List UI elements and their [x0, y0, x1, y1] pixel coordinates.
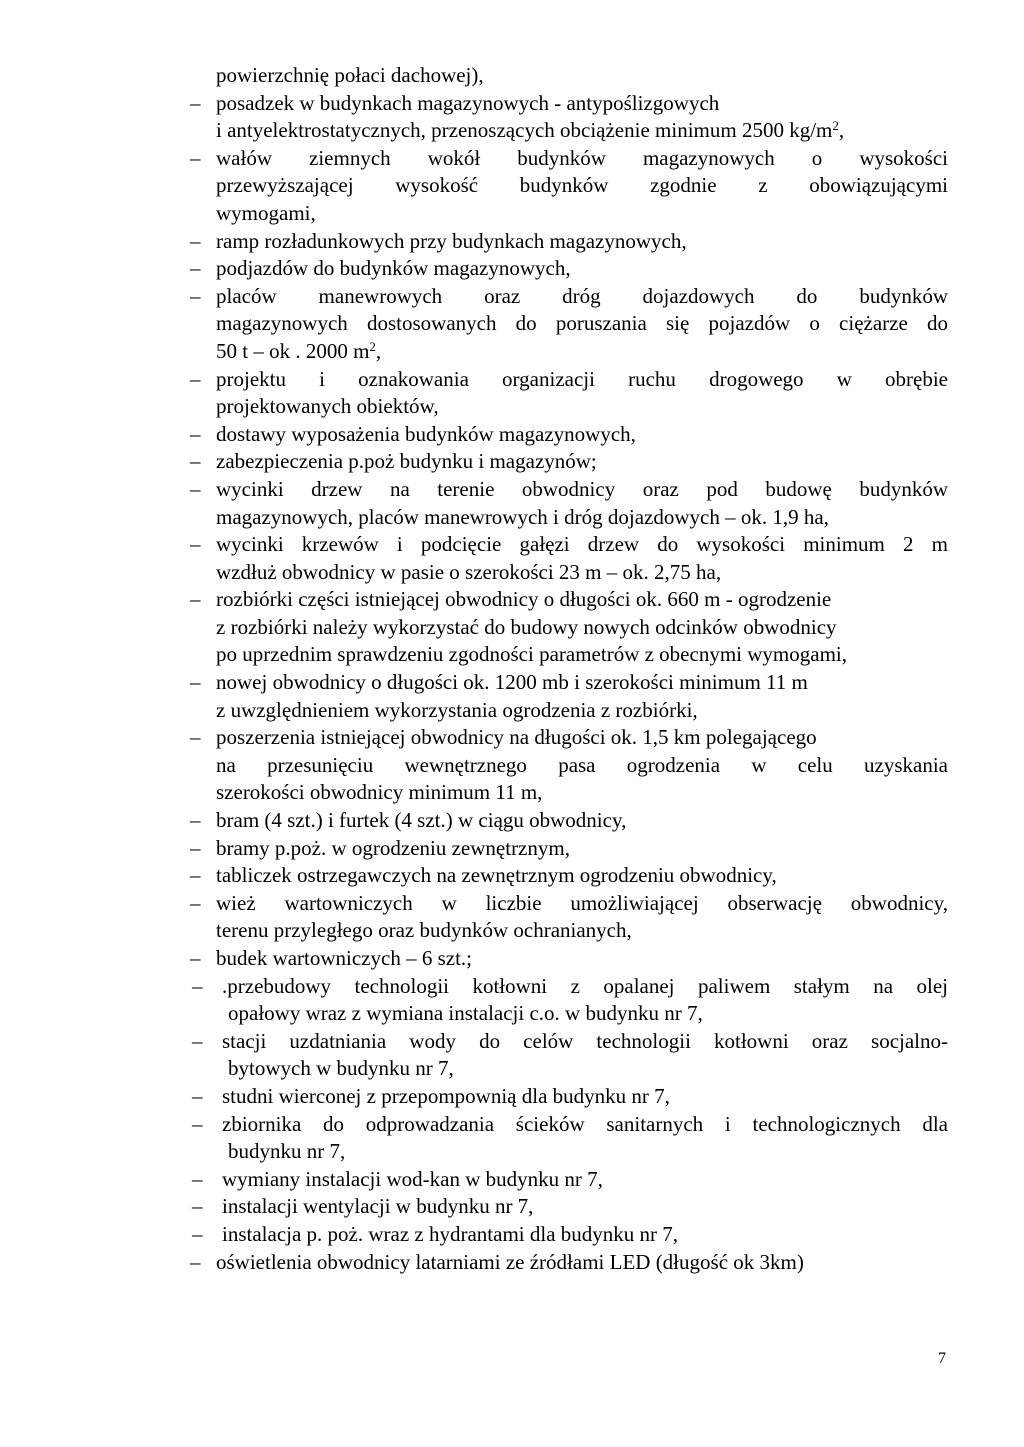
list-item — [0, 476, 1024, 531]
dash-bullet: – — [190, 90, 201, 115]
dash-bullet: – — [190, 863, 201, 888]
list-item-text: ramp rozładunkowych przy budynkach magazynowych, — [216, 228, 687, 253]
list-item — [0, 90, 1024, 145]
dash-bullet: – — [192, 1221, 203, 1246]
continuation-line: powierzchnię połaci dachowej), — [216, 63, 484, 87]
list-item-text: nowej obwodnicy o długości ok. 1200 mb i szerokości minimum 11 m z uwzględnieniem wykorzystania ogrodzenia z rozbiórki, — [216, 670, 808, 722]
dash-bullet: – — [190, 808, 201, 833]
dash-bullet: – — [190, 449, 201, 474]
list-item-text: tabliczek ostrzegawczych na zewnętrznym ogrodzeniu obwodnicy, — [216, 863, 777, 888]
list-item — [0, 1111, 1024, 1166]
dash-bullet: – — [190, 890, 201, 915]
list-item — [0, 366, 1024, 421]
dash-bullet: – — [192, 1028, 203, 1053]
list-item — [0, 945, 1024, 973]
list-item-text: instalacji wentylacji w budynku nr 7, — [222, 1194, 534, 1219]
superscript: 2 — [369, 338, 376, 354]
dash-bullet: – — [190, 1249, 201, 1274]
list-item — [0, 421, 1024, 449]
list-item-text: wież wartowniczych w liczbie umożliwiającej obserwację obwodnicy, terenu przyległego oraz budynków ochranianych, — [216, 890, 948, 943]
dash-bullet: – — [190, 366, 201, 391]
dash-bullet: – — [192, 973, 203, 998]
list-item — [0, 807, 1024, 835]
list-item — [0, 1249, 1024, 1277]
list-item — [0, 531, 1024, 586]
list-item-text: wymiany instalacji wod-kan w budynku nr 7, — [222, 1166, 603, 1191]
list-item-text: oświetlenia obwodnicy latarniami ze źródłami LED (długość ok 3km) — [216, 1249, 804, 1274]
list-item — [0, 283, 1024, 366]
list-item — [0, 1166, 1024, 1194]
list-item-text: .przebudowy technologii kotłowni z opalanej paliwem stałym na olej opałowy wraz z wymiana instalacji c.o. w budynku nr 7, — [222, 973, 948, 1026]
dash-bullet: – — [190, 421, 201, 446]
list-item-text: stacji uzdatniania wody do celów technologii kotłowni oraz socjalno- bytowych w budynku nr 7, — [222, 1028, 948, 1081]
list-item-text: poszerzenia istniejącej obwodnicy na długości ok. 1,5 km polegającego na przesunięciu wewnętrznego pasa ogrodzenia w celu uzyskania szerokości obwodnicy minimum 11 m, — [216, 725, 948, 805]
list-item — [0, 145, 1024, 228]
dash-bullet: – — [192, 1166, 203, 1191]
list-item — [0, 586, 1024, 669]
list-item — [0, 835, 1024, 863]
list-item — [0, 228, 1024, 256]
page-number: 7 — [938, 1350, 946, 1367]
list-item — [0, 1221, 1024, 1249]
list-item — [0, 1028, 1024, 1083]
list-item — [0, 1083, 1024, 1111]
list-item — [0, 448, 1024, 476]
list-item — [0, 669, 1024, 724]
dash-bullet: – — [190, 835, 201, 860]
list-item — [0, 255, 1024, 283]
list-item-text: projektu i oznakowania organizacji ruchu drogowego w obrębie projektowanych obiektów, — [216, 366, 948, 419]
dash-bullet: – — [190, 256, 201, 281]
list-item-text: posadzek w budynkach magazynowych - antypoślizgowych i antyelektrostatycznych, przenoszących obciążenie minimum 2500 $kg/m^2$, — [216, 90, 845, 143]
list-item — [0, 1193, 1024, 1221]
page-content — [0, 62, 1024, 1276]
works-list — [0, 90, 1024, 1277]
dash-bullet: – — [190, 587, 201, 612]
dash-bullet: – — [190, 476, 201, 501]
list-item-text: wałów ziemnych wokół budynków magazynowych o wysokości przewyższającej wysokość budynków zgodnie z obowiązującymi wymogami, — [216, 145, 948, 225]
list-item-text: bramy p.poż. w ogrodzeniu zewnętrznym, — [216, 835, 570, 860]
list-item — [0, 862, 1024, 890]
dash-bullet: – — [190, 725, 201, 750]
list-item — [0, 973, 1024, 1028]
list-item-text: bram (4 szt.) i furtek (4 szt.) w ciągu obwodnicy, — [216, 808, 627, 833]
list-item-text: instalacja p. poż. wraz z hydrantami dla budynku nr 7, — [222, 1221, 679, 1246]
list-item-text: budek wartowniczych – 6 szt.; — [216, 946, 473, 970]
dash-bullet: – — [192, 1194, 203, 1219]
dash-bullet: – — [190, 228, 201, 253]
list-item-text: zbiornika do odprowadzania ścieków sanitarnych i technologicznych dla budynku nr 7, — [222, 1111, 948, 1164]
dash-bullet: – — [190, 946, 201, 970]
list-item-text: zabezpieczenia p.poż budynku i magazynów; — [216, 449, 597, 474]
list-item-text: placów manewrowych oraz dróg dojazdowych do budynków magazynowych dostosowanych do poruszania się pojazdów o ciężarze do 50 t – ok . 2000 $m^2$, — [216, 283, 948, 363]
list-item-text: podjazdów do budynków magazynowych, — [216, 256, 571, 281]
list-item — [0, 890, 1024, 945]
dash-bullet: – — [192, 1111, 203, 1136]
list-item-text: wycinki drzew na terenie obwodnicy oraz pod budowę budynków magazynowych, placów manewrowych i dróg dojazdowych – ok. 1,9 ha, — [216, 476, 948, 529]
dash-bullet: – — [190, 145, 201, 170]
dash-bullet: – — [190, 532, 201, 557]
list-item-text: wycinki krzewów i podcięcie gałęzi drzew do wysokości minimum 2 m wzdłuż obwodnicy w pasie o szerokości 23 m – ok. 2,75 ha, — [216, 532, 948, 584]
dash-bullet: – — [192, 1083, 203, 1108]
dash-bullet: – — [190, 670, 201, 695]
superscript: 2 — [832, 118, 839, 134]
list-item-text: dostawy wyposażenia budynków magazynowych, — [216, 421, 636, 446]
dash-bullet: – — [190, 283, 201, 308]
list-item — [0, 724, 1024, 807]
list-item-text: studni wierconej z przepompownią dla budynku nr 7, — [222, 1083, 670, 1108]
list-item-text: rozbiórki części istniejącej obwodnicy o długości ok. 660 m - ogrodzenie z rozbiórki należy wykorzystać do budowy nowych odcinków obwodnicy po uprzednim sprawdzeniu zgodności parametrów z obecnymi wymogami, — [216, 587, 847, 667]
